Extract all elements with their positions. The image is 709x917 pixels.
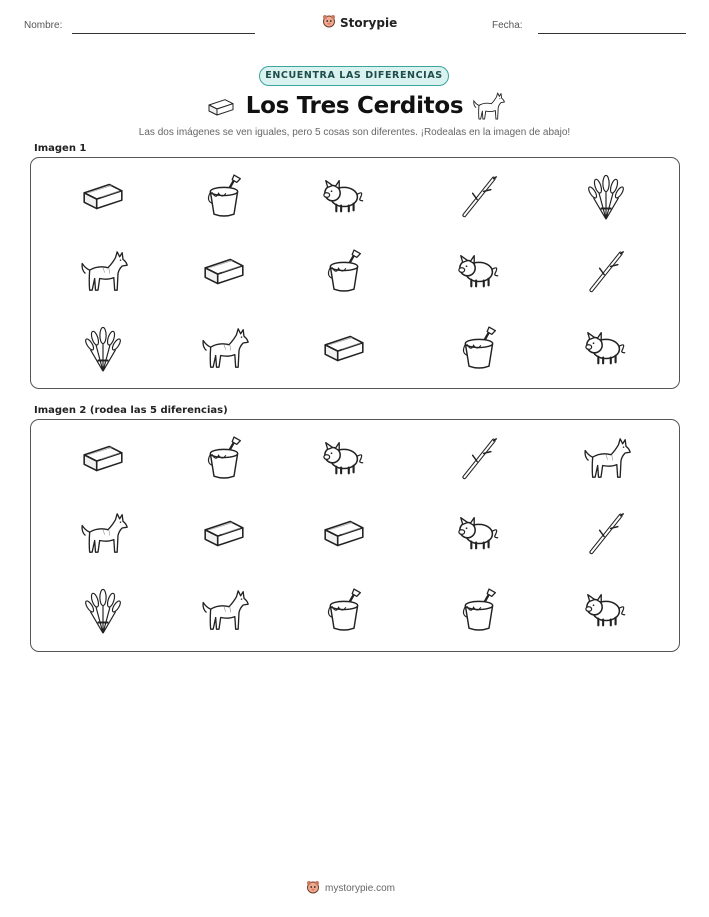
wheat-icon bbox=[588, 171, 624, 221]
brick-icon bbox=[321, 332, 367, 364]
stick-icon bbox=[459, 173, 499, 219]
bucket-icon[interactable] bbox=[204, 435, 244, 481]
image1-label: Imagen 1 bbox=[34, 143, 87, 154]
name-label: Nombre: bbox=[24, 20, 63, 31]
pig-icon[interactable] bbox=[456, 514, 502, 552]
brand-logo bbox=[322, 13, 397, 32]
brand-name: Storypie bbox=[340, 15, 398, 30]
bucket-icon bbox=[324, 248, 364, 294]
pig-icon bbox=[456, 252, 502, 290]
footer-url[interactable]: mystorypie.com bbox=[325, 883, 396, 894]
bucket-icon bbox=[459, 325, 499, 371]
mascot-icon bbox=[322, 13, 336, 32]
brick-icon[interactable] bbox=[80, 442, 126, 474]
bucket-icon[interactable] bbox=[459, 587, 499, 633]
wheat-icon bbox=[85, 323, 121, 373]
page-title: Los Tres Cerditos bbox=[245, 93, 464, 119]
brick-icon bbox=[201, 255, 247, 287]
wolf-icon[interactable] bbox=[199, 586, 249, 634]
title-wolf-icon bbox=[471, 90, 505, 122]
brick-icon bbox=[80, 180, 126, 212]
pig-icon bbox=[321, 177, 367, 215]
image1-panel bbox=[30, 157, 680, 389]
activity-badge: ENCUENTRA LAS DIFERENCIAS bbox=[259, 66, 449, 86]
wolf-icon bbox=[78, 247, 128, 295]
footer-mascot-icon bbox=[306, 879, 320, 898]
date-line[interactable] bbox=[538, 33, 686, 34]
stick-icon[interactable] bbox=[586, 510, 626, 556]
wolf-icon[interactable] bbox=[78, 509, 128, 557]
wheat-icon[interactable] bbox=[85, 585, 121, 635]
pig-icon[interactable] bbox=[583, 591, 629, 629]
pig-icon bbox=[583, 329, 629, 367]
brick-icon[interactable] bbox=[321, 517, 367, 549]
wolf-icon bbox=[199, 324, 249, 372]
date-label: Fecha: bbox=[492, 20, 523, 31]
bucket-icon[interactable] bbox=[324, 587, 364, 633]
name-line[interactable] bbox=[72, 33, 255, 34]
stick-icon bbox=[586, 248, 626, 294]
footer bbox=[306, 879, 395, 898]
image2-label: Imagen 2 (rodea las 5 diferencias) bbox=[34, 405, 228, 416]
brick-icon[interactable] bbox=[201, 517, 247, 549]
bucket-icon bbox=[204, 173, 244, 219]
stick-icon[interactable] bbox=[459, 435, 499, 481]
instructions: Las dos imágenes se ven iguales, pero 5 cosas son diferentes. ¡Rodealas en la imagen de abajo! bbox=[138, 127, 571, 138]
wolf-icon[interactable] bbox=[581, 434, 631, 482]
image2-panel[interactable] bbox=[30, 419, 680, 652]
pig-icon[interactable] bbox=[321, 439, 367, 477]
